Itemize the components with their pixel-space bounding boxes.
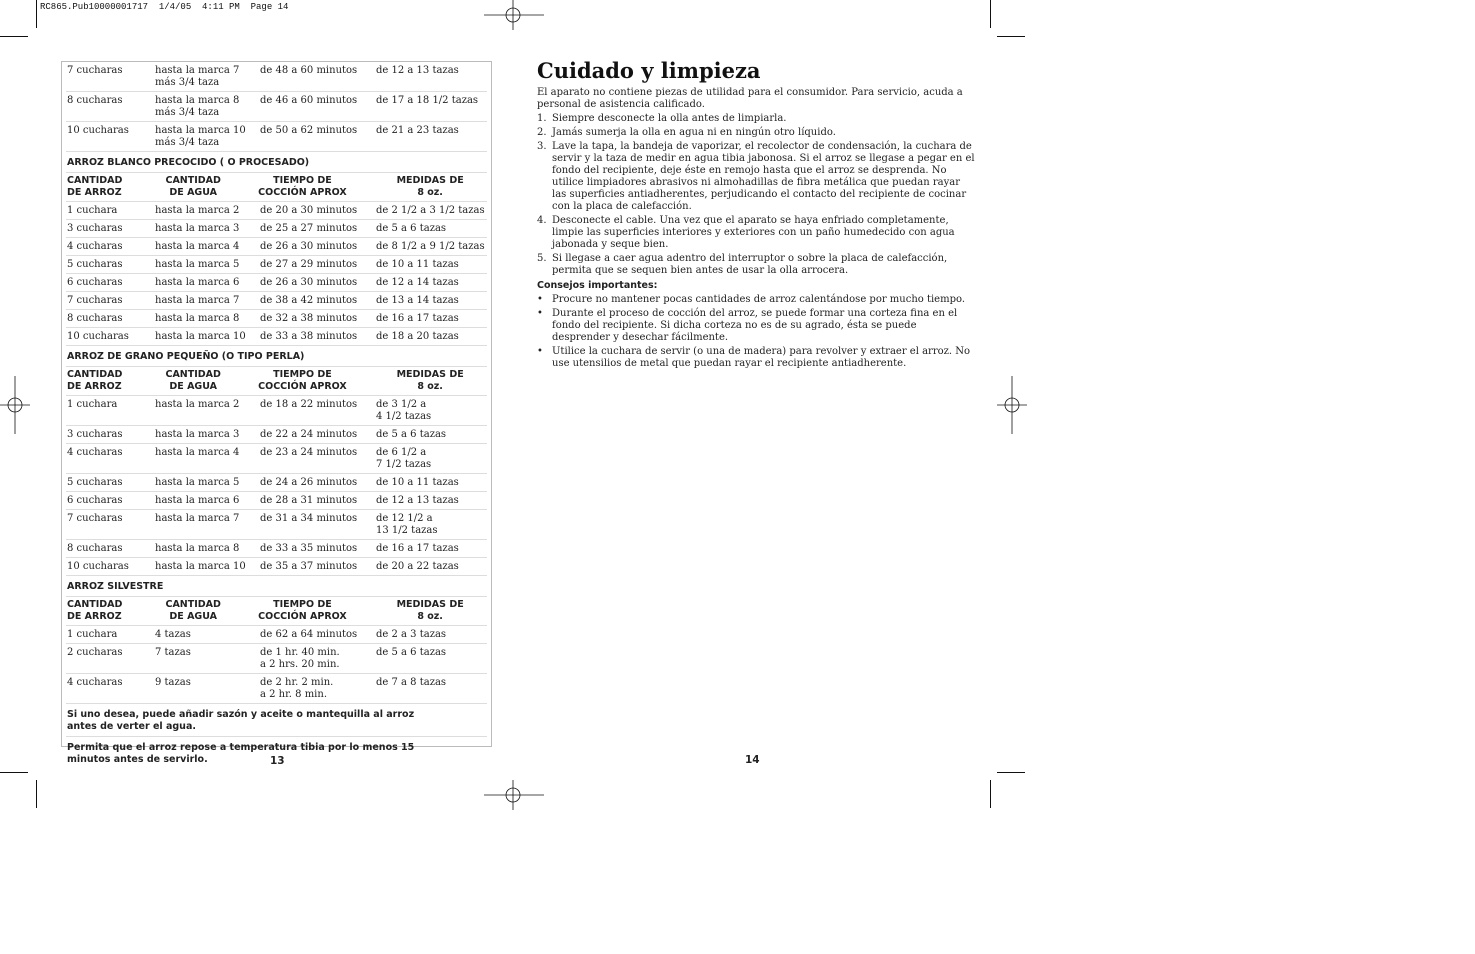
tip-item [537, 346, 975, 370]
rice-amount-cell: 10 cucharas [67, 125, 129, 136]
water-amount-cell: hasta la marca 3 [155, 429, 240, 440]
rice-amount-cell: 2 cucharas [67, 647, 123, 658]
column-header: MEDIDAS DE 8 oz. [396, 369, 464, 392]
table-row [66, 510, 487, 540]
yield-cell: de 6 1/2 a 7 1/2 tazas [376, 447, 432, 470]
water-amount-cell: hasta la marca 10 [155, 331, 246, 342]
yield-cell: de 2 a 3 tazas [376, 629, 447, 640]
table-row [66, 396, 487, 426]
rice-amount-cell: 10 cucharas [67, 561, 129, 572]
table-row [66, 540, 487, 558]
cooking-time-cell: de 25 a 27 minutos [260, 223, 358, 234]
table-row [66, 202, 487, 220]
cooking-time-cell: de 50 a 62 minutos [260, 125, 358, 136]
rice-amount-cell: 10 cucharas [67, 331, 129, 342]
section-title: ARROZ BLANCO PRECOCIDO ( O PROCESADO) [66, 152, 487, 173]
crop-mark [990, 0, 991, 28]
table-row [66, 644, 487, 674]
rice-amount-cell: 3 cucharas [67, 429, 123, 440]
care-section [537, 58, 975, 372]
table-row [66, 292, 487, 310]
yield-cell: de 12 a 13 tazas [376, 65, 459, 76]
list-text: Si llegase a caer agua adentro del interruptor o sobre la placa de calefacción, permita que se sequen bien antes de usar la olla arrocera. [552, 253, 948, 276]
section-title: ARROZ SILVESTRE [66, 576, 487, 597]
care-step [537, 215, 975, 251]
cooking-time-cell: de 22 a 24 minutos [260, 429, 358, 440]
yield-cell: de 12 a 13 tazas [376, 495, 459, 506]
cooking-time-cell: de 35 a 37 minutos [260, 561, 358, 572]
column-header: CANTIDAD DE AGUA [165, 369, 221, 392]
rice-amount-cell: 4 cucharas [67, 447, 123, 458]
crop-mark [0, 772, 28, 773]
table-row [66, 444, 487, 474]
water-amount-cell: hasta la marca 2 [155, 399, 240, 410]
table-row [66, 274, 487, 292]
water-amount-cell: hasta la marca 7 [155, 513, 240, 524]
water-amount-cell: 4 tazas [155, 629, 191, 640]
cooking-time-cell: de 46 a 60 minutos [260, 95, 358, 106]
rice-amount-cell: 5 cucharas [67, 477, 123, 488]
list-text: Utilice la cuchara de servir (o una de madera) para revolver y extraer el arroz. No use utensilios de metal que puedan rayar el recipiente antiadherente. [552, 346, 971, 369]
rice-amount-cell: 6 cucharas [67, 277, 123, 288]
rice-amount-cell: 8 cucharas [67, 95, 123, 106]
table-row [66, 474, 487, 492]
yield-cell: de 12 1/2 a 13 1/2 tazas [376, 513, 438, 536]
water-amount-cell: hasta la marca 8 [155, 543, 240, 554]
crop-mark [36, 0, 37, 28]
list-marker: • [537, 308, 543, 319]
list-marker: 2. [537, 127, 547, 138]
table-row [66, 238, 487, 256]
column-header: CANTIDAD DE ARROZ [67, 175, 123, 198]
water-amount-cell: 7 tazas [155, 647, 191, 658]
rice-amount-cell: 7 cucharas [67, 295, 123, 306]
rice-amount-cell: 8 cucharas [67, 313, 123, 324]
rice-amount-cell: 7 cucharas [67, 513, 123, 524]
column-header: CANTIDAD DE ARROZ [67, 599, 123, 622]
yield-cell: de 2 1/2 a 3 1/2 tazas [376, 205, 485, 216]
water-amount-cell: 9 tazas [155, 677, 191, 688]
yield-cell: de 18 a 20 tazas [376, 331, 459, 342]
rice-amount-cell: 5 cucharas [67, 259, 123, 270]
tips-list [537, 294, 975, 370]
cooking-time-cell: de 62 a 64 minutos [260, 629, 358, 640]
cooking-time-cell: de 2 hr. 2 min. a 2 hr. 8 min. [260, 677, 334, 700]
yield-cell: de 5 a 6 tazas [376, 647, 447, 658]
cooking-time-cell: de 33 a 38 minutos [260, 331, 358, 342]
yield-cell: de 7 a 8 tazas [376, 677, 447, 688]
print-slug: RC865.Pub10000001717 1/4/05 4:11 PM Page 14 [40, 2, 289, 12]
page-number-left: 13 [270, 755, 285, 767]
crop-mark [997, 772, 1025, 773]
table-row [66, 492, 487, 510]
list-marker: • [537, 346, 543, 357]
table-row [66, 310, 487, 328]
column-header: TIEMPO DE COCCIÓN APROX [258, 599, 347, 622]
water-amount-cell: hasta la marca 5 [155, 259, 240, 270]
rice-amount-cell: 1 cuchara [67, 205, 118, 216]
list-marker: 4. [537, 215, 547, 226]
table-row [66, 558, 487, 576]
cooking-time-cell: de 1 hr. 40 min. a 2 hrs. 20 min. [260, 647, 340, 670]
column-header: CANTIDAD DE AGUA [165, 175, 221, 198]
yield-cell: de 10 a 11 tazas [376, 477, 459, 488]
care-intro: El aparato no contiene piezas de utilidad para el consumidor. Para servicio, acuda a personal de asistencia calificado. [537, 87, 963, 110]
list-text: Siempre desconecte la olla antes de limpiarla. [552, 113, 787, 124]
table-header-row [66, 173, 487, 202]
care-step [537, 253, 975, 277]
cooking-time-cell: de 23 a 24 minutos [260, 447, 358, 458]
table-row [66, 220, 487, 238]
crop-mark [990, 780, 991, 808]
yield-cell: de 20 a 22 tazas [376, 561, 459, 572]
list-text: Lave la tapa, la bandeja de vaporizar, el recolector de condensación, la cuchara de servir y la taza de medir en agua tibia jabonosa. Si el arroz se llegase a pegar en el fondo del recipiente, deje éste en remojo hasta que el arroz se desprenda. No utilice limpiadores abrasivos ni almohadillas de fibra metálica que puedan rayar las superficies antiadherentes, perjudicando el contacto del recipiente de cocinar con la placa de calefacción. [552, 141, 975, 212]
water-amount-cell: hasta la marca 3 [155, 223, 240, 234]
table-header-row [66, 367, 487, 396]
tips-title: Consejos importantes: [537, 280, 658, 291]
column-header: MEDIDAS DE 8 oz. [396, 175, 464, 198]
column-header: CANTIDAD DE ARROZ [67, 369, 123, 392]
cooking-time-cell: de 48 a 60 minutos [260, 65, 358, 76]
list-text: Procure no mantener pocas cantidades de arroz calentándose por mucho tiempo. [552, 294, 965, 305]
care-step [537, 141, 975, 213]
tip-item [537, 308, 975, 344]
rice-amount-cell: 4 cucharas [67, 677, 123, 688]
water-amount-cell: hasta la marca 4 [155, 447, 240, 458]
rice-amount-cell: 1 cuchara [67, 399, 118, 410]
crop-mark [997, 36, 1025, 37]
water-amount-cell: hasta la marca 2 [155, 205, 240, 216]
care-step [537, 113, 975, 125]
list-marker: 1. [537, 113, 547, 124]
care-title: Cuidado y limpieza [537, 58, 761, 83]
care-step [537, 127, 975, 139]
cooking-time-cell: de 27 a 29 minutos [260, 259, 358, 270]
yield-cell: de 12 a 14 tazas [376, 277, 459, 288]
section-title: ARROZ DE GRANO PEQUEÑO (O TIPO PERLA) [66, 346, 487, 367]
water-amount-cell: hasta la marca 8 más 3/4 taza [155, 95, 240, 118]
column-header: TIEMPO DE COCCIÓN APROX [258, 369, 347, 392]
rice-amount-cell: 6 cucharas [67, 495, 123, 506]
cooking-time-cell: de 38 a 42 minutos [260, 295, 358, 306]
registration-mark-icon [997, 376, 1027, 434]
yield-cell: de 16 a 17 tazas [376, 543, 459, 554]
list-marker: • [537, 294, 543, 305]
yield-cell: de 17 a 18 1/2 tazas [376, 95, 479, 106]
yield-cell: de 5 a 6 tazas [376, 429, 447, 440]
cooking-time-cell: de 24 a 26 minutos [260, 477, 358, 488]
table-header-row [66, 597, 487, 626]
table-note: Permita que el arroz repose a temperatura tibia por lo menos 15 minutos antes de servirlo. [67, 742, 415, 765]
crop-mark [36, 780, 37, 808]
cooking-time-cell: de 20 a 30 minutos [260, 205, 358, 216]
yield-cell: de 16 a 17 tazas [376, 313, 459, 324]
list-text: Desconecte el cable. Una vez que el aparato se haya enfriado completamente, limpie las superficies interiores y exteriores con un paño humedecido con agua jabonada y seque bien. [552, 215, 955, 250]
cooking-time-cell: de 31 a 34 minutos [260, 513, 358, 524]
table-row [66, 92, 487, 122]
yield-cell: de 8 1/2 a 9 1/2 tazas [376, 241, 485, 252]
registration-mark-icon [484, 780, 544, 810]
list-marker: 5. [537, 253, 547, 264]
table-row [66, 62, 487, 92]
tip-item [537, 294, 975, 306]
yield-cell: de 3 1/2 a 4 1/2 tazas [376, 399, 432, 422]
yield-cell: de 10 a 11 tazas [376, 259, 459, 270]
table-note: Si uno desea, puede añadir sazón y aceite o mantequilla al arroz antes de verter el agua. [66, 704, 487, 737]
cooking-time-cell: de 33 a 35 minutos [260, 543, 358, 554]
cooking-time-cell: de 26 a 30 minutos [260, 241, 358, 252]
water-amount-cell: hasta la marca 5 [155, 477, 240, 488]
yield-cell: de 21 a 23 tazas [376, 125, 459, 136]
rice-amount-cell: 4 cucharas [67, 241, 123, 252]
crop-mark [0, 36, 28, 37]
column-header: CANTIDAD DE AGUA [165, 599, 221, 622]
water-amount-cell: hasta la marca 6 [155, 277, 240, 288]
water-amount-cell: hasta la marca 10 más 3/4 taza [155, 125, 246, 148]
yield-cell: de 13 a 14 tazas [376, 295, 459, 306]
list-text: Jamás sumerja la olla en agua ni en ningún otro líquido. [552, 127, 836, 138]
registration-mark-icon [0, 376, 30, 434]
cooking-time-cell: de 18 a 22 minutos [260, 399, 358, 410]
water-amount-cell: hasta la marca 7 más 3/4 taza [155, 65, 240, 88]
water-amount-cell: hasta la marca 10 [155, 561, 246, 572]
table-row [66, 328, 487, 346]
water-amount-cell: hasta la marca 4 [155, 241, 240, 252]
table-row [66, 256, 487, 274]
water-amount-cell: hasta la marca 6 [155, 495, 240, 506]
water-amount-cell: hasta la marca 8 [155, 313, 240, 324]
water-amount-cell: hasta la marca 7 [155, 295, 240, 306]
list-text: Durante el proceso de cocción del arroz, se puede formar una corteza fina en el fondo del recipiente. Si dicha corteza no es de su agrado, ésta se puede desprender y desechar fácilmente. [552, 308, 958, 343]
cooking-time-cell: de 28 a 31 minutos [260, 495, 358, 506]
rice-amount-cell: 7 cucharas [67, 65, 123, 76]
table-row [66, 122, 487, 152]
table-row [66, 426, 487, 444]
page-number-right: 14 [745, 754, 760, 766]
rice-amount-cell: 3 cucharas [67, 223, 123, 234]
rice-amount-cell: 1 cuchara [67, 629, 118, 640]
rice-amount-cell: 8 cucharas [67, 543, 123, 554]
column-header: TIEMPO DE COCCIÓN APROX [258, 175, 347, 198]
column-header: MEDIDAS DE 8 oz. [396, 599, 464, 622]
care-steps-list [537, 113, 975, 277]
list-marker: 3. [537, 141, 547, 152]
yield-cell: de 5 a 6 tazas [376, 223, 447, 234]
table-row [66, 674, 487, 704]
cooking-time-cell: de 26 a 30 minutos [260, 277, 358, 288]
table-row [66, 626, 487, 644]
cooking-time-cell: de 32 a 38 minutos [260, 313, 358, 324]
cooking-table [66, 62, 487, 769]
registration-mark-icon [484, 0, 544, 30]
